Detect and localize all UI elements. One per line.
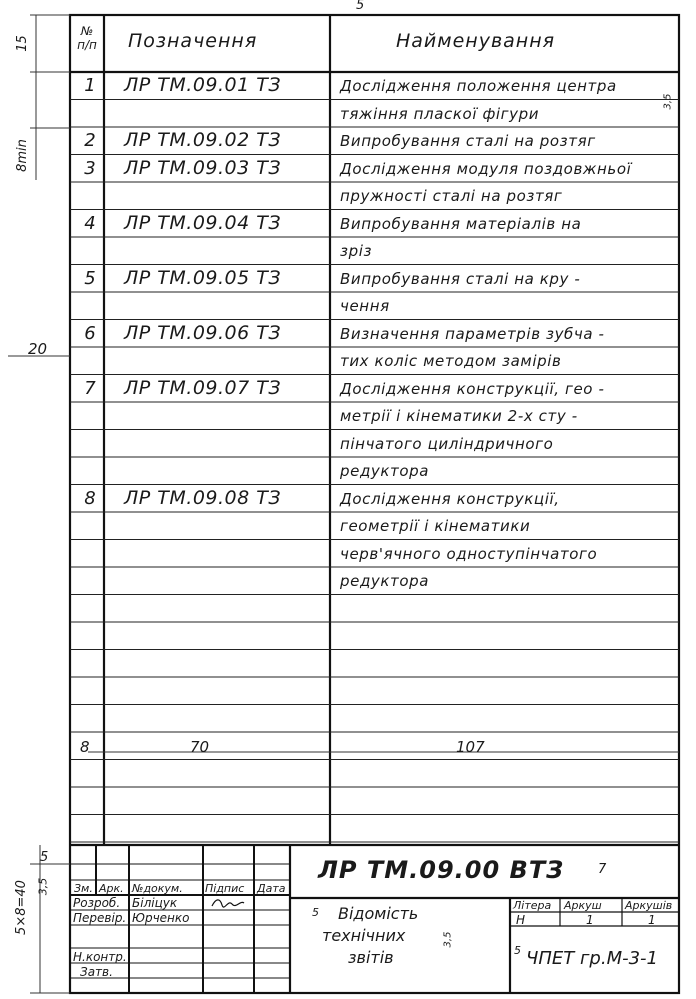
- checked-name: Юрченко: [132, 911, 190, 925]
- row-number: 2: [84, 130, 96, 151]
- header-no: № п/п: [77, 24, 97, 52]
- title-line-1: Відомість: [338, 904, 419, 923]
- dim-tb-sub: 3,5: [36, 877, 50, 896]
- row-designation: ЛР ТМ.09.08 ТЗ: [124, 486, 282, 509]
- row-name-line: геометрії і кінематики: [340, 517, 531, 535]
- row-name-line: пружності сталі на розтяг: [340, 187, 563, 205]
- header-designation: Позначення: [128, 30, 258, 52]
- row-number: 7: [84, 377, 96, 399]
- title-line-2: технічних: [322, 926, 406, 945]
- row-name-line: чення: [340, 297, 390, 315]
- row-number: 3: [84, 157, 96, 179]
- row-designation: ЛР ТМ.09.07 ТЗ: [124, 376, 282, 399]
- row-name-line: метрії і кінематики 2-х сту -: [340, 407, 578, 425]
- row-name-line: Дослідження положення центра: [340, 77, 617, 95]
- row-name-line: редуктора: [340, 572, 430, 590]
- row-number: 5: [84, 267, 96, 289]
- title-dim-2: 3,5: [442, 931, 454, 948]
- row-name-line: Дослідження конструкції, гео -: [340, 379, 605, 398]
- litera-value: Н: [516, 913, 526, 927]
- row-name-line: редуктора: [340, 462, 430, 480]
- row-name-line: черв'ячного одноступінчатого: [340, 544, 598, 563]
- row-name-line: зріз: [340, 242, 373, 260]
- col-label-sheet: Арк.: [99, 882, 124, 895]
- col-label-date: Дата: [257, 882, 286, 895]
- dim-col-no: 8: [80, 738, 90, 756]
- organization: ЧПЕТ гр.М-3-1: [526, 948, 658, 969]
- checked-label: Перевір.: [73, 911, 127, 925]
- row-number: 6: [84, 322, 96, 344]
- row-designation: ЛР ТМ.09.06 ТЗ: [124, 321, 282, 344]
- row-designation: ЛР ТМ.09.04 ТЗ: [124, 211, 282, 234]
- dim-row-pitch: 8min: [14, 139, 30, 172]
- dim-tb-small: 5: [40, 850, 49, 865]
- sheet-value: 1: [586, 913, 594, 927]
- developed-label: Розроб.: [73, 896, 121, 910]
- approved-label: Затв.: [80, 965, 113, 979]
- row-name-line: Дослідження модуля поздовжньої: [340, 159, 632, 178]
- dim-top: 5: [356, 0, 365, 13]
- row-number: 4: [84, 212, 96, 234]
- sheets-value: 1: [648, 913, 656, 927]
- dim-text-height: 3,5: [662, 93, 674, 110]
- col-label-signature: Підпис: [205, 882, 245, 895]
- row-name-line: пінчатого циліндричного: [340, 434, 554, 453]
- sheets-label: Аркушів: [625, 899, 673, 912]
- dim-col-name: 107: [456, 738, 485, 756]
- col-label-docnum: №докум.: [132, 882, 183, 895]
- row-name-line: Дослідження конструкції,: [340, 489, 560, 508]
- doc-code: ЛР ТМ.09.00 ВТЗ: [318, 856, 565, 884]
- signature-image: [210, 896, 246, 910]
- org-dim: 5: [514, 944, 521, 957]
- row-name-line: Випробування сталі на кру -: [340, 269, 581, 288]
- sheet-label: Аркуш: [564, 899, 602, 912]
- developed-name: Біліцук: [132, 896, 178, 910]
- col-label-change: Зм.: [74, 882, 93, 895]
- row-name-line: Визначення параметрів зубча -: [340, 324, 605, 343]
- row-number: 8: [84, 487, 96, 509]
- litera-label: Літера: [513, 899, 552, 912]
- row-number: 1: [84, 75, 96, 96]
- title-dim: 5: [312, 906, 319, 919]
- row-designation: ЛР ТМ.09.02 ТЗ: [124, 129, 282, 151]
- norm-label: Н.контр.: [73, 950, 127, 964]
- dim-col-designation: 70: [190, 738, 210, 756]
- row-name-line: тих коліс методом замірів: [340, 352, 562, 370]
- header-name: Найменування: [396, 30, 556, 52]
- row-designation: ЛР ТМ.09.03 ТЗ: [124, 156, 282, 179]
- row-designation: ЛР ТМ.09.05 ТЗ: [124, 266, 282, 289]
- dim-left-offset: 20: [28, 340, 48, 358]
- row-name-line: Випробування сталі на розтяг: [340, 132, 596, 150]
- dim-tb-total: 5×8=40: [13, 880, 29, 935]
- title-line-3: звітів: [348, 948, 394, 967]
- row-name-line: тяжіння пласкої фігури: [340, 104, 540, 123]
- row-name-line: Випробування матеріалів на: [340, 214, 582, 233]
- doc-code-dim: 7: [598, 862, 607, 877]
- dim-header-height: 15: [14, 35, 30, 52]
- row-designation: ЛР ТМ.09.01 ТЗ: [124, 74, 282, 96]
